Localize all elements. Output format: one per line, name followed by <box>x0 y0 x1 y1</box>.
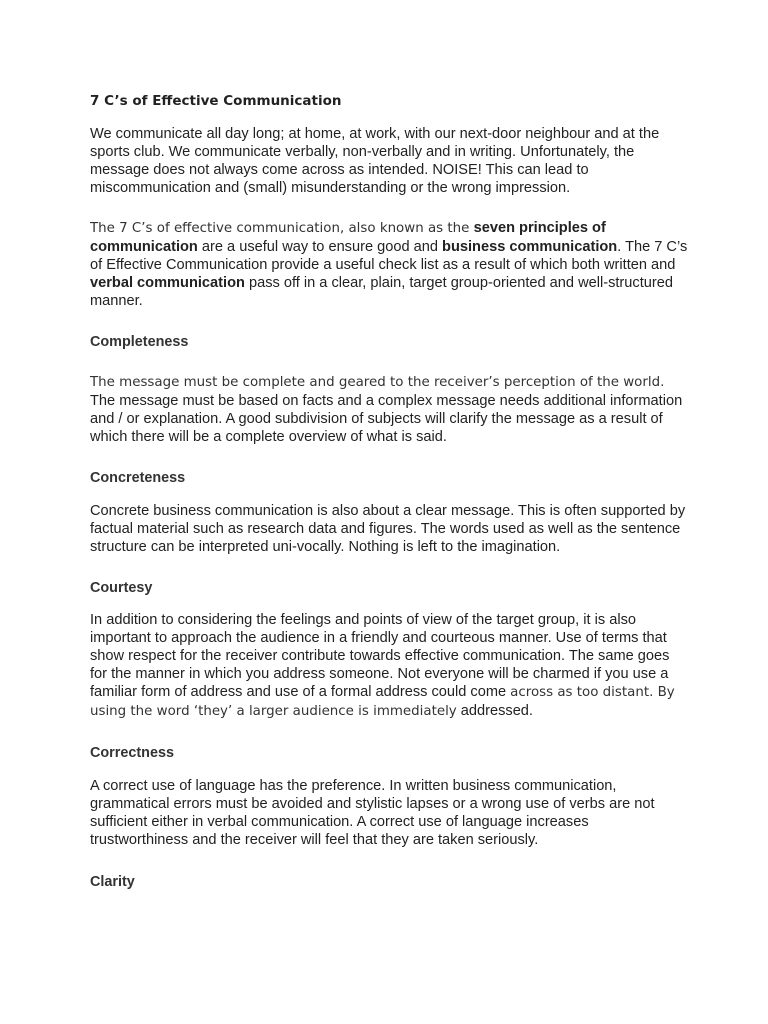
courtesy-paragraph <box>90 611 690 721</box>
intro-paragraph-2 <box>90 219 690 310</box>
correctness-paragraph: A correct use of language has the preference. In written business communication, grammatical errors must be avoided and stylistic lapses or a wrong use of verbs are not sufficient either in verbal communication. A correct use of language increases trustworthiness and the receiver will feel that they are taken seriously. <box>90 778 655 848</box>
courtesy-tail: addressed. <box>456 703 533 719</box>
courtesy-text: In addition to considering the feelings and points of view of the target group, it is also important to approach the audience in a friendly and courteous manner. Use of terms that show respect for the receiver contribute towards effective communication. The same goes for the manner in which you address someone. Not everyone will be charmed if you use a familiar form of address and use of a formal address could come <box>90 612 670 700</box>
heading-correctness: Correctness <box>90 745 174 761</box>
heading-completeness: Completeness <box>90 334 189 350</box>
intro-2-bold-3: verbal communication <box>90 275 245 291</box>
concreteness-paragraph: Concrete business communication is also about a clear message. This is often supported by factual material such as research data and figures. The words used as well as the sentence structure can be interpreted uni-vocally. Nothing is left to the imagination. <box>90 503 686 555</box>
intro-2-bold-2: business communication <box>442 239 618 255</box>
document-title: 7 C’s of Effective Communication <box>90 93 342 109</box>
document-page <box>90 92 690 891</box>
intro-paragraph-1: We communicate all day long; at home, at work, with our next-door neighbour and at the sports club. We communicate verbally, non-verbally and in writing. Unfortunately, the message does not always come across as intended. NOISE! This can lead to miscommunication and (small) misunderstanding or the wrong impression. <box>90 126 660 196</box>
intro-2-part-3: . The 7 C’s of Effective Communication provide a useful check list as a result of which both written and <box>90 239 688 273</box>
intro-2-part-1: The 7 C’s of effective communication, also known as the <box>90 221 474 236</box>
completeness-text: The message must be based on facts and a complex message needs additional information and / or explanation. A good subdivision of subjects will clarify the message as a result of which there will be a complete overview of what is said. <box>90 393 683 445</box>
heading-courtesy: Courtesy <box>90 580 153 596</box>
courtesy-light-line: across as too distant. By using the word ‘they’ a larger audience is immediately <box>90 685 675 719</box>
completeness-paragraph <box>90 373 690 446</box>
intro-2-part-2: are a useful way to ensure good and <box>197 239 443 255</box>
intro-2-bold-1: seven principles of communication <box>90 220 606 255</box>
heading-clarity: Clarity <box>90 874 135 890</box>
heading-concreteness: Concreteness <box>90 470 186 486</box>
intro-2-part-4: pass off in a clear, plain, target group-oriented and well-structured manner. <box>90 275 673 309</box>
completeness-lead: The message must be complete and geared to the receiver’s perception of the world. <box>90 375 665 390</box>
